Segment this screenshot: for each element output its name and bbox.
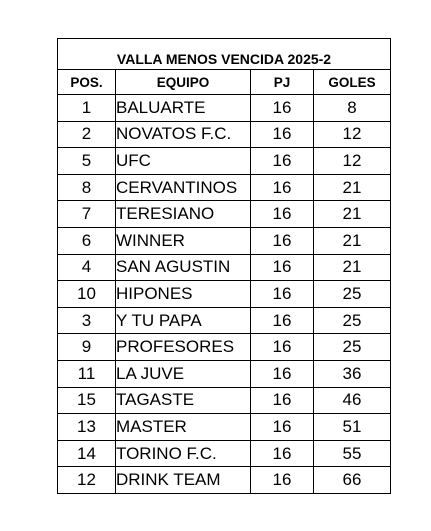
pj-cell: 16: [251, 254, 314, 281]
team-cell: HIPONES: [116, 281, 251, 308]
team-cell: LA JUVE: [116, 360, 251, 387]
team-cell: TORINO F.C.: [116, 440, 251, 467]
goles-cell: 46: [314, 387, 391, 414]
table-row: [58, 360, 391, 387]
table-row: [58, 414, 391, 441]
table-row: [58, 387, 391, 414]
goles-cell: 12: [314, 121, 391, 148]
team-cell: UFC: [116, 148, 251, 175]
team-cell: Y TU PAPA: [116, 307, 251, 334]
team-cell: MASTER: [116, 414, 251, 441]
team-cell: WINNER: [116, 227, 251, 254]
standings-table: [57, 38, 391, 494]
table-row: [58, 440, 391, 467]
pj-cell: 16: [251, 307, 314, 334]
pj-cell: 16: [251, 334, 314, 361]
pos-cell: 9: [58, 334, 116, 361]
column-header-goles: GOLES: [314, 70, 391, 95]
goles-cell: 21: [314, 227, 391, 254]
pos-cell: 5: [58, 148, 116, 175]
table-title: VALLA MENOS VENCIDA 2025-2: [58, 39, 391, 70]
pos-cell: 6: [58, 227, 116, 254]
pos-cell: 4: [58, 254, 116, 281]
pos-cell: 7: [58, 201, 116, 228]
goles-cell: 25: [314, 281, 391, 308]
table-row: [58, 334, 391, 361]
column-header-pos: POS.: [58, 70, 116, 95]
pos-cell: 3: [58, 307, 116, 334]
header-row: [58, 70, 391, 95]
goles-cell: 21: [314, 174, 391, 201]
pj-cell: 16: [251, 95, 314, 122]
pos-cell: 12: [58, 467, 116, 494]
team-cell: PROFESORES: [116, 334, 251, 361]
table-row: [58, 281, 391, 308]
pj-cell: 16: [251, 440, 314, 467]
column-header-team: EQUIPO: [116, 70, 251, 95]
goles-cell: 21: [314, 254, 391, 281]
goles-cell: 51: [314, 414, 391, 441]
goles-cell: 36: [314, 360, 391, 387]
table-row: [58, 174, 391, 201]
table-row: [58, 95, 391, 122]
column-header-pj: PJ: [251, 70, 314, 95]
goles-cell: 25: [314, 307, 391, 334]
pj-cell: 16: [251, 387, 314, 414]
goles-cell: 66: [314, 467, 391, 494]
table-row: [58, 307, 391, 334]
team-cell: CERVANTINOS: [116, 174, 251, 201]
goles-cell: 12: [314, 148, 391, 175]
team-cell: NOVATOS F.C.: [116, 121, 251, 148]
goles-cell: 8: [314, 95, 391, 122]
pj-cell: 16: [251, 201, 314, 228]
pj-cell: 16: [251, 360, 314, 387]
pos-cell: 8: [58, 174, 116, 201]
table-row: [58, 201, 391, 228]
pos-cell: 1: [58, 95, 116, 122]
pj-cell: 16: [251, 121, 314, 148]
team-cell: DRINK TEAM: [116, 467, 251, 494]
pos-cell: 2: [58, 121, 116, 148]
pj-cell: 16: [251, 467, 314, 494]
pos-cell: 15: [58, 387, 116, 414]
team-cell: BALUARTE: [116, 95, 251, 122]
table-row: [58, 227, 391, 254]
pos-cell: 11: [58, 360, 116, 387]
pj-cell: 16: [251, 227, 314, 254]
team-cell: TAGASTE: [116, 387, 251, 414]
table-row: [58, 148, 391, 175]
pos-cell: 14: [58, 440, 116, 467]
table-row: [58, 254, 391, 281]
goles-cell: 25: [314, 334, 391, 361]
goles-cell: 55: [314, 440, 391, 467]
goles-cell: 21: [314, 201, 391, 228]
pj-cell: 16: [251, 414, 314, 441]
table-row: [58, 121, 391, 148]
team-cell: TERESIANO: [116, 201, 251, 228]
team-cell: SAN AGUSTIN: [116, 254, 251, 281]
pj-cell: 16: [251, 174, 314, 201]
pj-cell: 16: [251, 148, 314, 175]
table-row: [58, 467, 391, 494]
table-body: [58, 95, 391, 494]
pos-cell: 10: [58, 281, 116, 308]
pj-cell: 16: [251, 281, 314, 308]
title-row: [58, 39, 391, 70]
pos-cell: 13: [58, 414, 116, 441]
